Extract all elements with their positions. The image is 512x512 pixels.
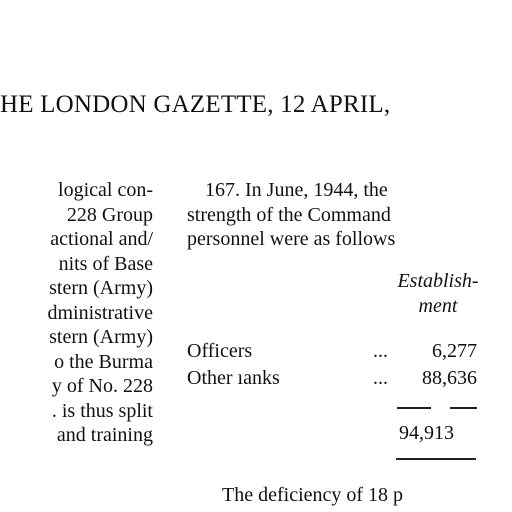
next-paragraph-line: The deficiency of 18 p (222, 484, 404, 506)
row-label: Officers (187, 340, 253, 362)
table-header-line1: Establish- (397, 270, 479, 292)
table-header-line2: ment (418, 295, 458, 317)
paragraph-line: strength of the Command (187, 203, 391, 226)
left-line: stern (Army) (49, 277, 153, 299)
left-line: . is thus split (51, 399, 153, 422)
left-line: logical con- (58, 179, 153, 201)
left-line: 228 Group (66, 203, 153, 226)
left-line: y of No. 228 (51, 375, 153, 397)
left-line: dministrative (47, 301, 153, 324)
row-dots: ... (373, 367, 388, 389)
left-line: nits of Base (58, 252, 153, 275)
left-column (0, 178, 153, 448)
total-underline (396, 458, 476, 460)
paragraph-line: personnel were as follows (187, 228, 396, 250)
sum-rule-right (450, 407, 477, 409)
right-column-paragraph (187, 178, 512, 252)
gazette-header: HE LONDON GAZETTE, 12 APRIL, (0, 91, 391, 118)
left-line: stern (Army) (49, 326, 153, 348)
left-line: o the Burma (54, 350, 153, 373)
table-total: 94,913 (399, 422, 454, 444)
left-line: actional and/ (50, 228, 153, 250)
row-label: Other ıanks (187, 367, 280, 389)
left-line: and training (56, 424, 153, 446)
paragraph-line: 167. In June, 1944, the (205, 179, 388, 201)
table-column-header (383, 269, 493, 319)
row-value: 88,636 (422, 367, 477, 389)
row-value: 6,277 (432, 340, 477, 362)
row-dots: ... (373, 340, 388, 362)
sum-rule-left (397, 407, 431, 409)
